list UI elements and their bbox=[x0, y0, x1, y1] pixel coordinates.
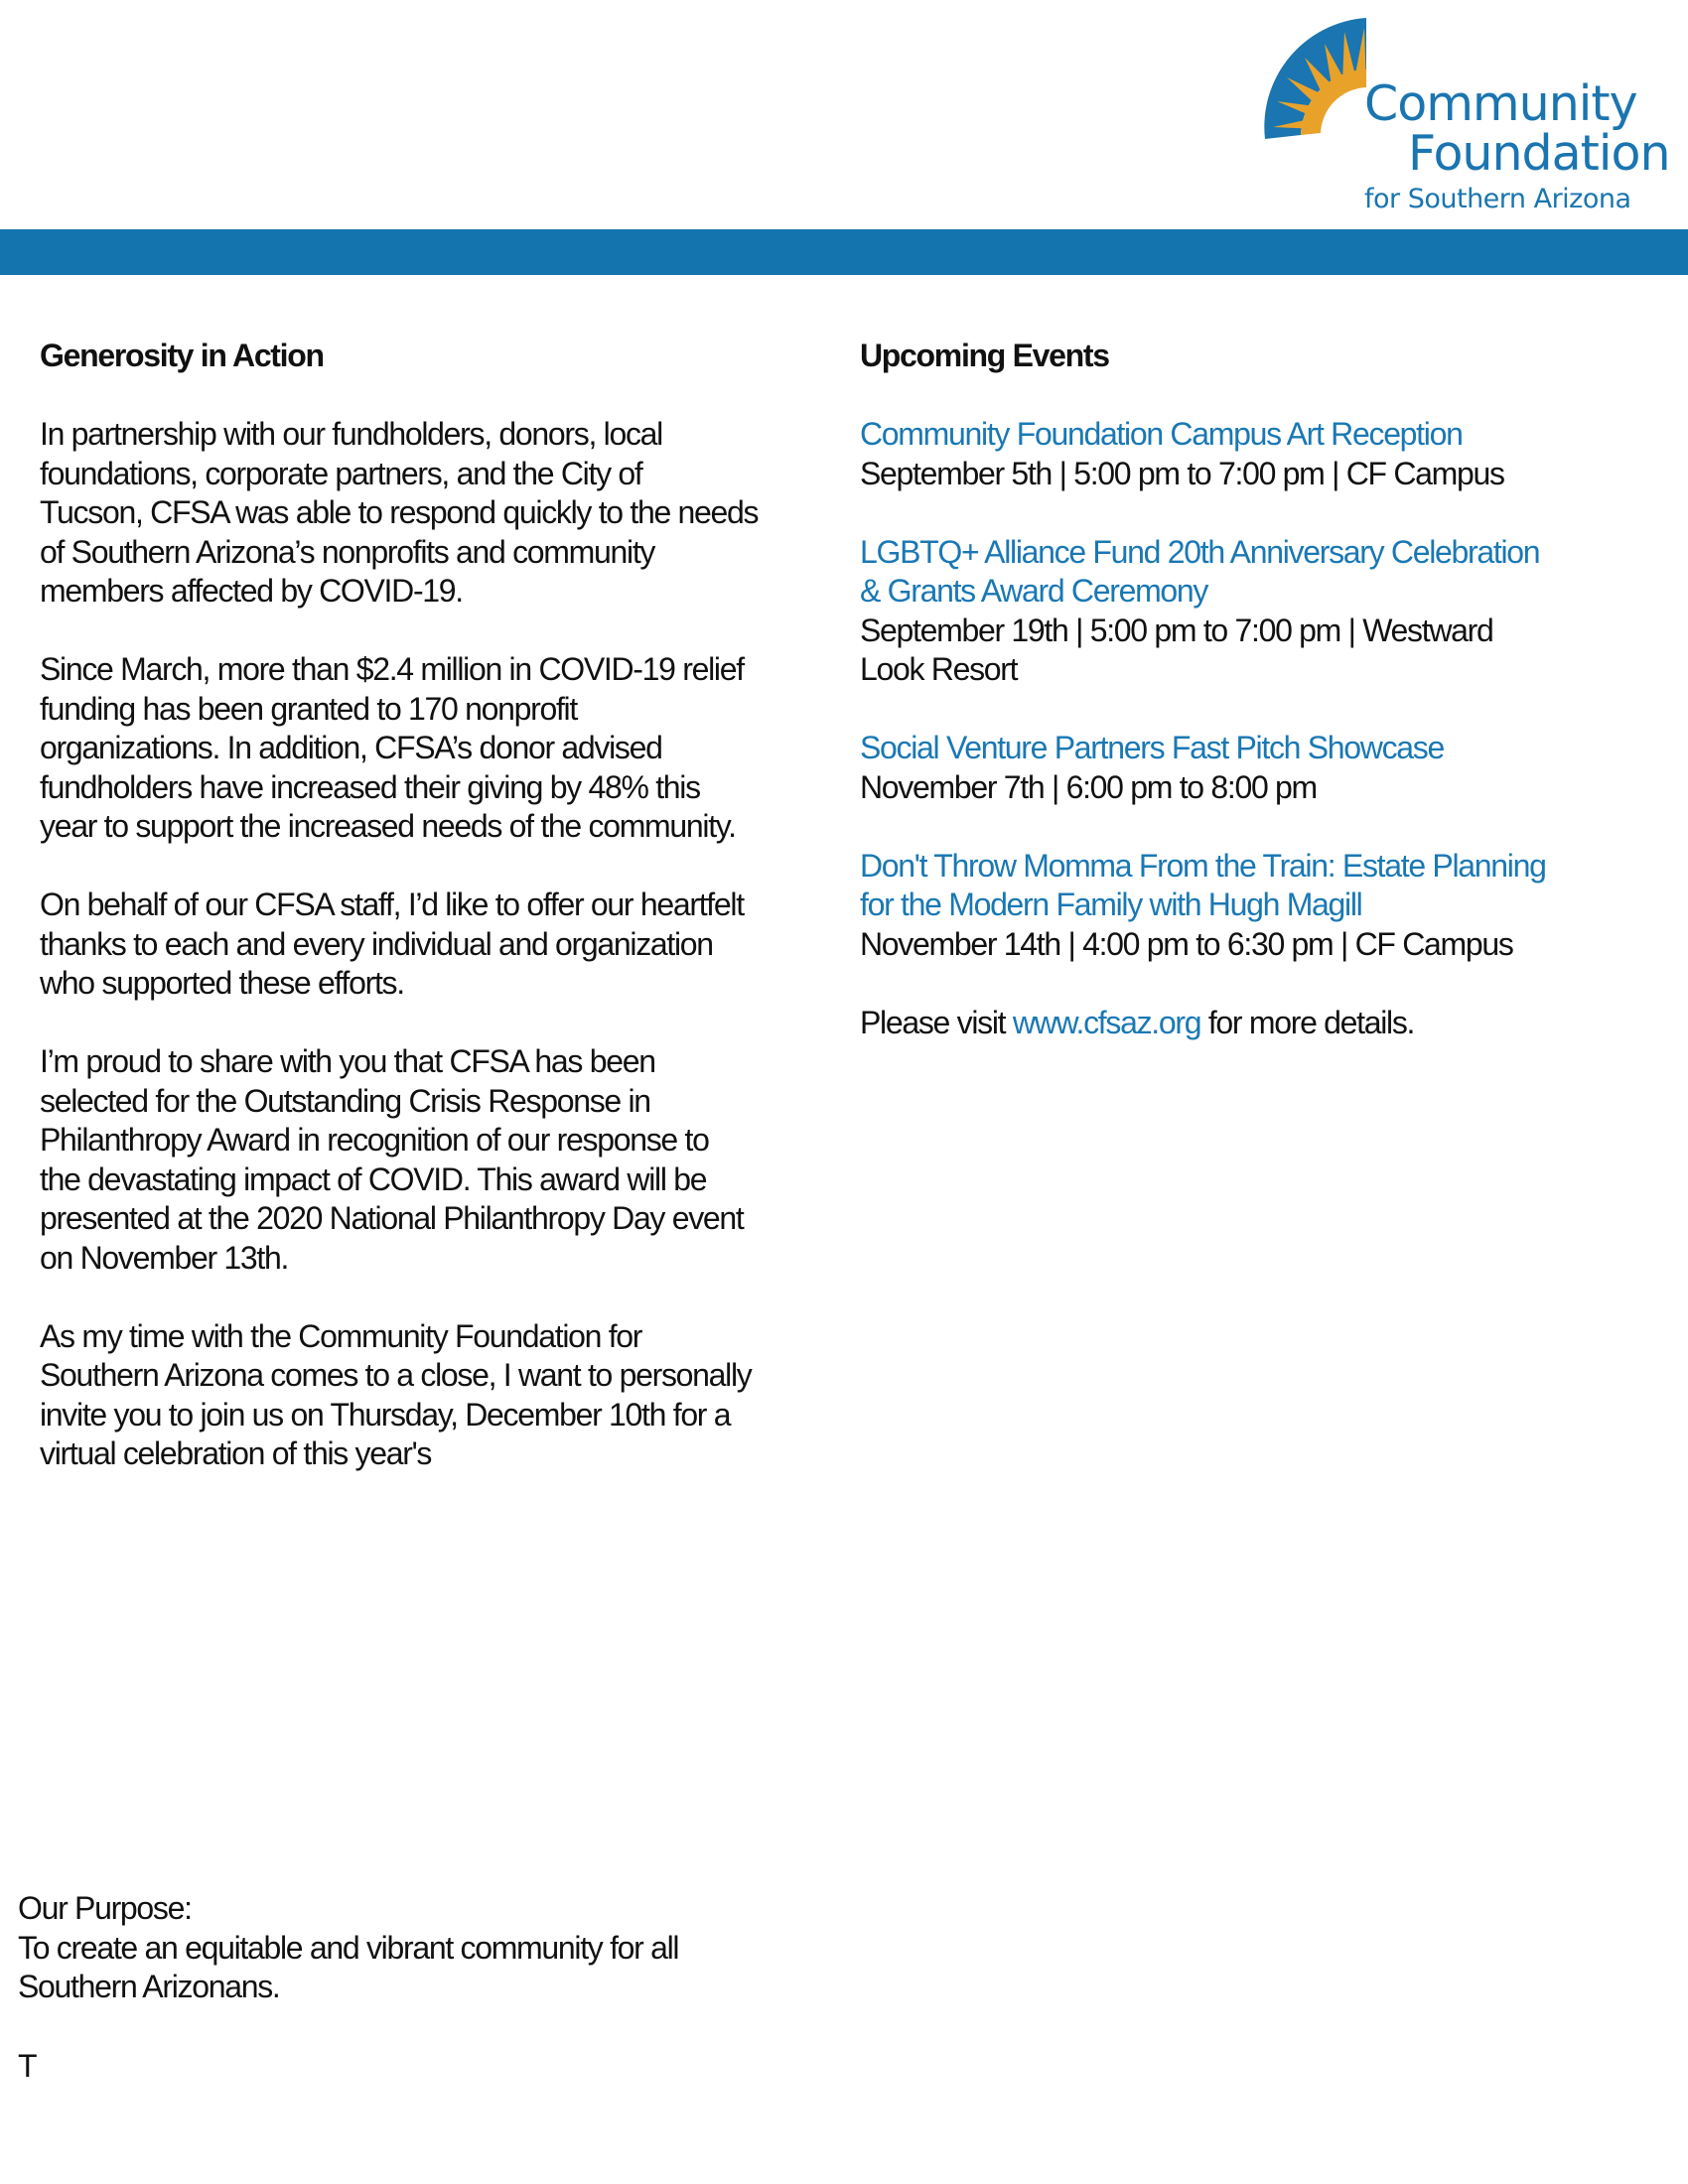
logo-line-community: Community bbox=[1364, 75, 1637, 132]
event-details: September 5th | 5:00 pm to 7:00 pm | CF Campus bbox=[860, 455, 1504, 491]
text-line: of Southern Arizona’s nonprofits and community bbox=[40, 533, 655, 570]
text-line: funding has been granted to 170 nonprofit bbox=[40, 690, 577, 727]
header-bar bbox=[0, 229, 1688, 275]
section-heading-generosity: Generosity in Action bbox=[40, 338, 324, 373]
event-item bbox=[860, 415, 1674, 493]
text-line: fundholders have increased their giving by 48% this bbox=[40, 768, 700, 805]
text-line: the devastating impact of COVID. This award will be bbox=[40, 1160, 707, 1197]
visit-suffix: for more details. bbox=[1200, 1004, 1415, 1040]
text-line: virtual celebration of this year's bbox=[40, 1435, 432, 1471]
text-line: invite you to join us on Thursday, December 10th for a bbox=[40, 1396, 731, 1433]
section-heading-events: Upcoming Events bbox=[860, 338, 1109, 373]
visit-prefix: Please visit bbox=[860, 1004, 1013, 1040]
text-line: on November 13th. bbox=[40, 1239, 289, 1276]
event-title[interactable]: for the Modern Family with Hugh Magill bbox=[860, 887, 1362, 922]
trailing-text: T bbox=[18, 2048, 38, 2084]
upcoming-events-section bbox=[860, 337, 1674, 1042]
paragraph-relief-funding bbox=[40, 650, 864, 847]
paragraph-partnership bbox=[40, 415, 864, 612]
visit-website-text bbox=[860, 1004, 1674, 1043]
logo-line-foundation: Foundation bbox=[1408, 125, 1670, 182]
generosity-section bbox=[40, 337, 864, 1513]
text-line: As my time with the Community Foundation for bbox=[40, 1317, 642, 1354]
text-line: selected for the Outstanding Crisis Response in bbox=[40, 1082, 650, 1119]
cfsa-logo bbox=[1261, 18, 1678, 216]
logo-line-region: for Southern Arizona bbox=[1364, 184, 1631, 214]
event-details: November 14th | 4:00 pm to 6:30 pm | CF Campus bbox=[860, 925, 1513, 962]
event-item bbox=[860, 533, 1674, 690]
text-line: Southern Arizona comes to a close, I want to personally bbox=[40, 1357, 752, 1393]
paragraph-thanks bbox=[40, 886, 864, 1004]
event-item bbox=[860, 847, 1674, 965]
paragraph-award bbox=[40, 1042, 864, 1278]
text-line: Tucson, CFSA was able to respond quickly to the needs bbox=[40, 494, 759, 530]
text-line: presented at the 2020 National Philanthropy Day event bbox=[40, 1200, 744, 1236]
event-title[interactable]: Don't Throw Momma From the Train: Estate Planning bbox=[860, 847, 1546, 884]
text-line: organizations. In addition, CFSA’s donor advised bbox=[40, 730, 662, 765]
text-line: year to support the increased needs of the community. bbox=[40, 808, 736, 844]
text-line: On behalf of our CFSA staff, I’d like to offer our heartfelt bbox=[40, 887, 744, 922]
purpose-label: Our Purpose: bbox=[18, 1890, 192, 1926]
paragraph-invitation bbox=[40, 1317, 864, 1474]
event-title[interactable]: LGBTQ+ Alliance Fund 20th Anniversary Celebration bbox=[860, 533, 1540, 570]
purpose-text: Southern Arizonans. bbox=[18, 1969, 280, 2004]
purpose-text: To create an equitable and vibrant community for all bbox=[18, 1929, 679, 1966]
event-details: September 19th | 5:00 pm to 7:00 pm | Westward bbox=[860, 612, 1493, 648]
text-line: Philanthropy Award in recognition of our response to bbox=[40, 1122, 709, 1158]
text-line: Since March, more than $2.4 million in COVID-19 relief bbox=[40, 651, 744, 687]
text-line: who supported these efforts. bbox=[40, 965, 404, 1001]
purpose-section bbox=[18, 1889, 862, 2007]
sunburst-logo-icon bbox=[1261, 18, 1380, 147]
event-details: November 7th | 6:00 pm to 8:00 pm bbox=[860, 768, 1317, 805]
event-item bbox=[860, 729, 1674, 807]
text-line: In partnership with our fundholders, donors, local bbox=[40, 416, 662, 452]
event-title[interactable]: Social Venture Partners Fast Pitch Showcase bbox=[860, 730, 1444, 765]
event-details: Look Resort bbox=[860, 651, 1018, 687]
event-title[interactable]: & Grants Award Ceremony bbox=[860, 573, 1208, 609]
text-line: I’m proud to share with you that CFSA has been bbox=[40, 1043, 655, 1079]
cfsaz-website-link[interactable]: www.cfsaz.org bbox=[1012, 1004, 1201, 1040]
text-line: foundations, corporate partners, and the City of bbox=[40, 455, 642, 491]
text-line: members affected by COVID-19. bbox=[40, 573, 463, 609]
text-line: thanks to each and every individual and organization bbox=[40, 925, 713, 962]
event-title[interactable]: Community Foundation Campus Art Reception bbox=[860, 416, 1463, 452]
